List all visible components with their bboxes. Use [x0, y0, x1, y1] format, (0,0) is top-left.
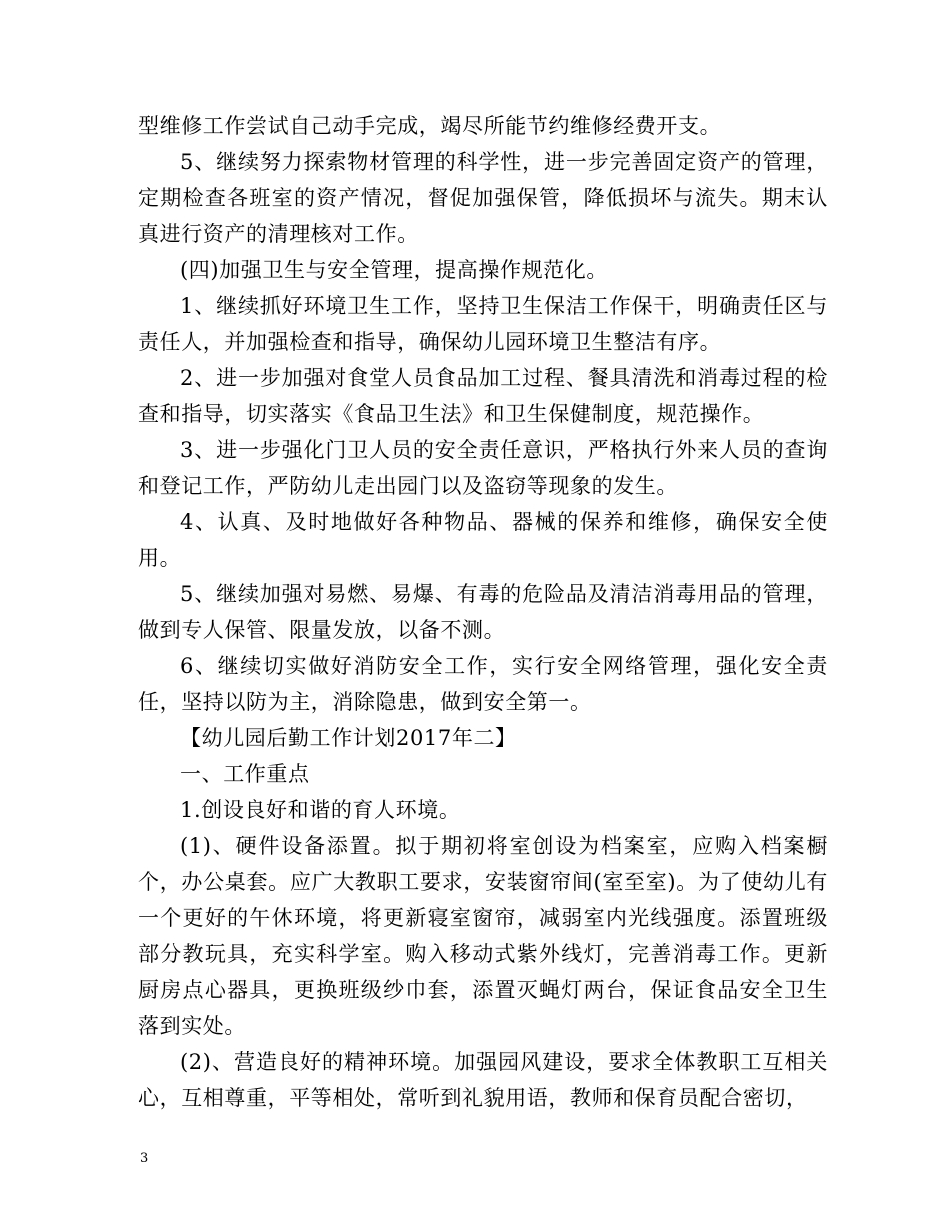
- paragraph: 2、进一步加强对食堂人员食品加工过程、餐具清洗和消毒过程的检查和指导，切实落实《食品卫生法》和卫生保健制度，规范操作。: [138, 366, 828, 426]
- paragraph: 1.创设良好和谐的育人环境。: [180, 798, 461, 822]
- paragraph: 【幼儿园后勤工作计划2017年二】: [180, 726, 517, 750]
- paragraph: (1)、硬件设备添置。拟于期初将室创设为档案室，应购入档案橱个，办公桌套。应广大教职工要求，安装窗帘间(室至室)。为了使幼儿有一个更好的午休环境，将更新寝室窗帘，减弱室内光线强度。添置班级部分教玩具，充实科学室。购入移动式紫外线灯，完善消毒工作。更新厨房点心器具，更换班级纱巾套，添置灭蝇灯两台，保证食品安全卫生落到实处。: [138, 834, 828, 1038]
- document-body: [138, 108, 828, 1116]
- paragraph: 一、工作重点: [180, 762, 310, 786]
- paragraph: 5、继续加强对易燃、易爆、有毒的危险品及清洁消毒用品的管理，做到专人保管、限量发放，以备不测。: [138, 582, 828, 642]
- page-number: 3: [140, 1151, 149, 1166]
- paragraph: 4、认真、及时地做好各种物品、器械的保养和维修，确保安全使用。: [138, 510, 828, 570]
- paragraph: (四)加强卫生与安全管理，提高操作规范化。: [180, 258, 608, 282]
- paragraph: 3、进一步强化门卫人员的安全责任意识，严格执行外来人员的查询和登记工作，严防幼儿走出园门以及盗窃等现象的发生。: [138, 438, 828, 498]
- paragraph: 5、继续努力探索物材管理的科学性，进一步完善固定资产的管理，定期检查各班室的资产情况，督促加强保管，降低损坏与流失。期末认真进行资产的清理核对工作。: [138, 150, 828, 246]
- paragraph: (2)、营造良好的精神环境。加强园风建设，要求全体教职工互相关心，互相尊重，平等相处，常听到礼貌用语，教师和保育员配合密切，: [138, 1050, 828, 1110]
- paragraph: 6、继续切实做好消防安全工作，实行安全网络管理，强化安全责任，坚持以防为主，消除隐患，做到安全第一。: [138, 654, 828, 714]
- paragraph: 型维修工作尝试自己动手完成，竭尽所能节约维修经费开支。: [138, 114, 722, 138]
- paragraph: 1、继续抓好环境卫生工作，坚持卫生保洁工作保干，明确责任区与责任人，并加强检查和指导，确保幼儿园环境卫生整洁有序。: [138, 294, 828, 354]
